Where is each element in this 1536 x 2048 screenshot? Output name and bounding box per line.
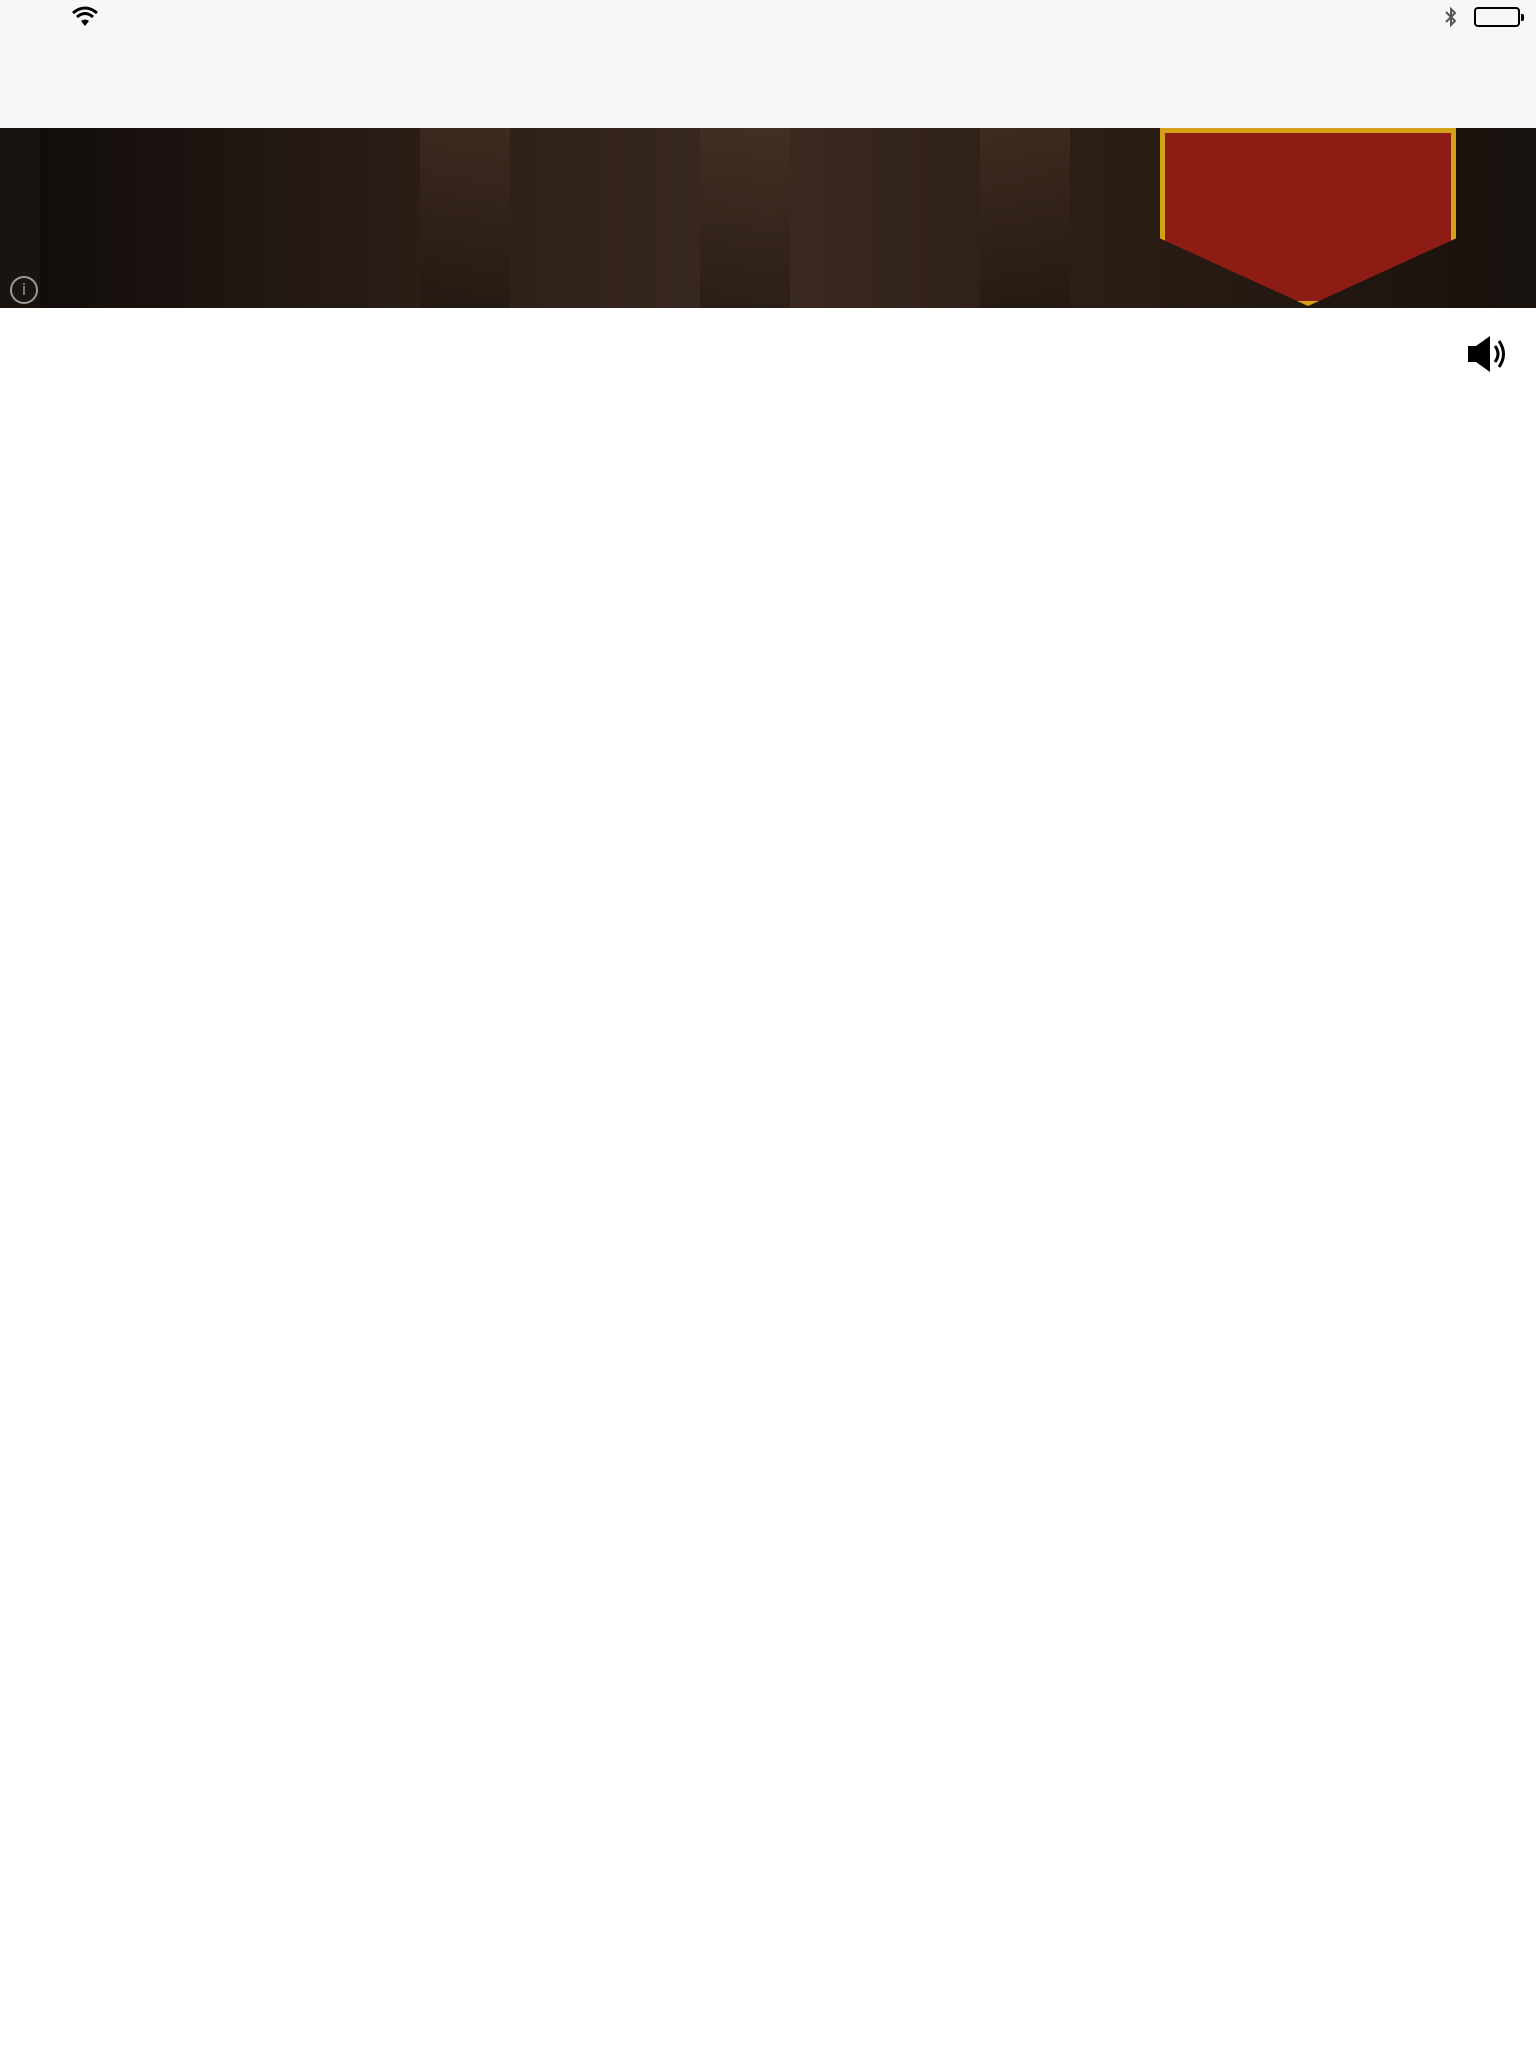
ad-arch-decoration: [420, 128, 510, 308]
wifi-icon: [72, 6, 98, 28]
status-bar: [0, 0, 1536, 40]
battery-icon: [1474, 7, 1520, 27]
ad-banner[interactable]: [0, 128, 1536, 308]
ad-arch-decoration: [980, 128, 1070, 308]
status-right: [1444, 6, 1520, 28]
bluetooth-icon: [1444, 6, 1458, 28]
speaker-icon[interactable]: [1466, 332, 1510, 376]
ad-arch-decoration: [700, 128, 790, 308]
ad-logo: [60, 158, 350, 278]
ad-info-icon[interactable]: i: [10, 276, 38, 304]
nav-bar: [0, 40, 1536, 129]
